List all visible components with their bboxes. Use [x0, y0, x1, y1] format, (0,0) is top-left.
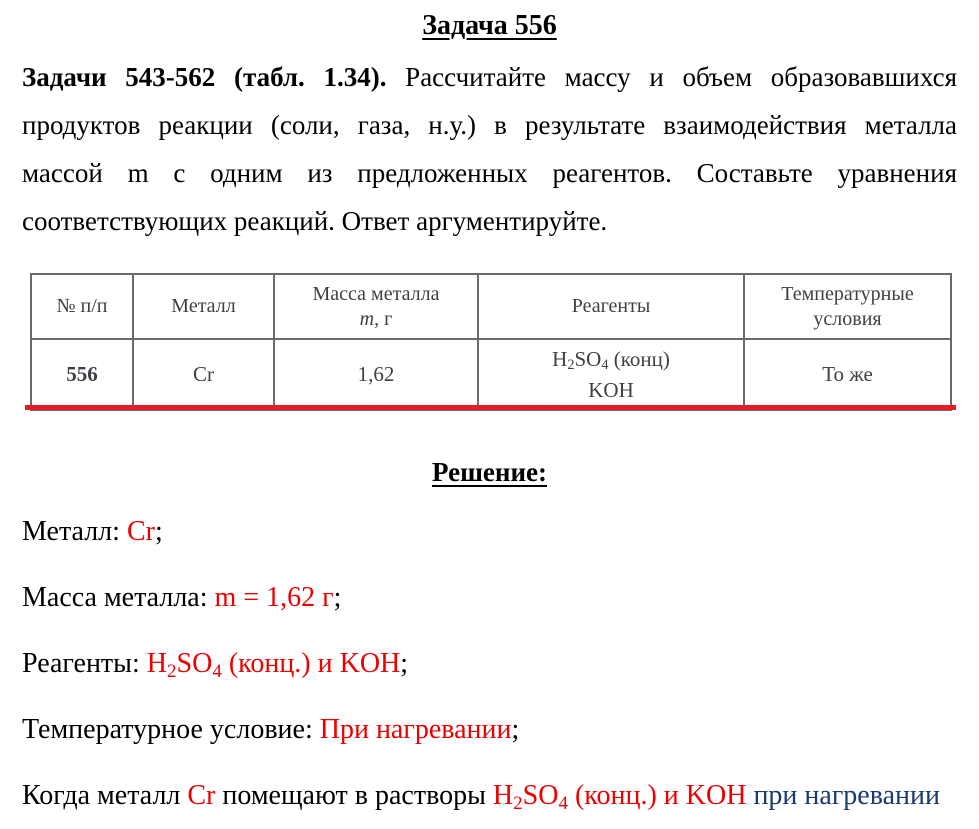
page-title-text: Задача 556 [422, 10, 557, 41]
text-segment: Cr [187, 780, 216, 811]
cell-line [479, 344, 743, 375]
subscript: 2 [567, 357, 575, 374]
text-segment: То же [822, 362, 873, 386]
cell-line [32, 359, 132, 390]
text-segment: ; [154, 516, 163, 547]
table-cell [31, 339, 133, 410]
solution-heading [0, 455, 979, 489]
table-cell [133, 339, 274, 410]
red-divider [25, 405, 956, 410]
data-table [30, 273, 952, 411]
text-segment: продуктов реакции (соли, газа, н.у.) в результате взаимодействия металла [22, 110, 957, 140]
table-header-cell [274, 274, 478, 339]
text-segment: SO [522, 780, 559, 811]
text-segment: H [146, 648, 167, 679]
text-segment: Задачи 543-562 (табл. 1.34). [22, 62, 387, 92]
solution-line [22, 763, 957, 829]
text-segment: Реагенты: [22, 648, 147, 679]
text-segment: условия [813, 307, 882, 330]
text-segment: Металл [171, 295, 236, 317]
text-segment: ; [400, 648, 409, 679]
table-header-cell [133, 274, 274, 339]
text-segment: , г [374, 307, 393, 330]
text-segment: H [552, 346, 568, 371]
cell-line [134, 294, 273, 319]
problem-line [22, 149, 957, 197]
solution-line [22, 697, 957, 763]
text-segment: SO [574, 346, 602, 371]
subscript: 4 [558, 793, 568, 815]
text-segment: Масса металла [312, 282, 440, 305]
problem-line [22, 101, 957, 149]
text-segment: Рассчитайте массу и объем образовавшихся [386, 62, 958, 92]
solution-line [22, 499, 957, 565]
text-segment: SO [176, 648, 213, 679]
problem-line [22, 53, 957, 101]
cell-line [134, 359, 273, 390]
problem-paragraph [22, 53, 957, 245]
subscript: 4 [601, 357, 609, 374]
text-segment: 556 [66, 362, 98, 386]
table-cell [274, 339, 478, 410]
text-segment: При нагревании [319, 714, 512, 745]
cell-line [745, 282, 950, 307]
text-segment: m [359, 307, 375, 330]
cell-line [32, 294, 132, 319]
cell-line [275, 282, 477, 307]
solution-body [22, 499, 957, 829]
solution-line [22, 631, 957, 697]
solution-heading-text: Решение: [432, 457, 547, 487]
text-segment: 1,62 [357, 362, 395, 386]
table-header-cell [478, 274, 744, 339]
text-segment: ; [511, 714, 520, 745]
text-segment: Реагенты [571, 295, 651, 317]
subscript: 4 [212, 661, 222, 683]
cell-line [479, 294, 743, 319]
subscript: 2 [513, 793, 523, 815]
text-segment: Когда металл [22, 780, 188, 811]
text-segment: m = 1,62 г [214, 582, 334, 613]
text-segment: массой m с одним из предложенных реагентов. Составьте уравнения [22, 158, 957, 188]
table-header-cell [744, 274, 951, 339]
cell-line [745, 359, 950, 390]
text-segment: (конц.) и KOH [221, 648, 401, 679]
text-segment: (конц.) и KOH [567, 780, 747, 811]
text-segment: № п/п [56, 295, 108, 317]
text-segment: Масса металла: [22, 582, 215, 613]
text-segment: ; [333, 582, 342, 613]
page-title [0, 9, 979, 43]
cell-line [275, 307, 477, 332]
table-cell [478, 339, 744, 410]
text-segment: H [492, 780, 514, 811]
text-segment: помещают в растворы [215, 780, 493, 811]
subscript: 2 [167, 661, 177, 683]
text-segment: KOH [588, 377, 634, 402]
table-data-row [31, 339, 951, 410]
problem-line [22, 197, 957, 245]
text-segment: Температурное условие: [22, 714, 320, 745]
text-segment: Металл: [22, 516, 127, 547]
table-header-cell [31, 274, 133, 339]
cell-line [745, 307, 950, 332]
cell-line [479, 375, 743, 406]
text-segment: Cr [126, 516, 155, 547]
text-segment: Cr [193, 362, 214, 386]
cell-line [275, 359, 477, 390]
text-segment: соответствующих реакций. Ответ аргументируйте. [22, 206, 608, 236]
solution-line [22, 565, 957, 631]
text-segment: Температурные [781, 282, 914, 305]
text-segment: при нагревании [753, 780, 940, 811]
table-cell [744, 339, 951, 410]
table-header-row [31, 274, 951, 339]
text-segment: (конц) [608, 346, 670, 371]
